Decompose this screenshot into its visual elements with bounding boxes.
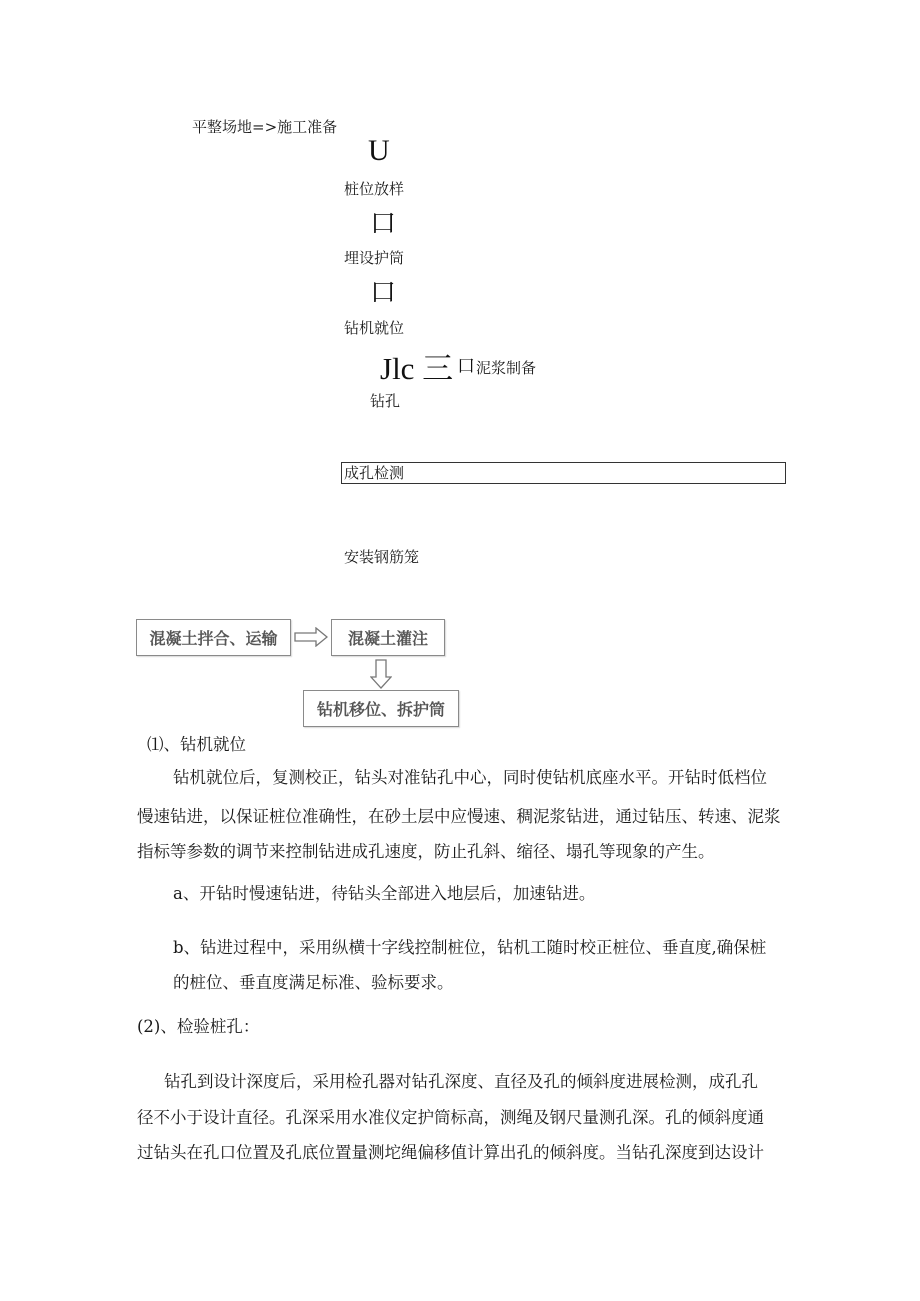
flow-step-casing: 埋设护筒 bbox=[344, 249, 405, 267]
flow-garbled-text: Jlc 三 bbox=[380, 351, 454, 386]
list-item-a: a、开钻时慢速钻进，待钻头全部进入地层后，加速钻进。 bbox=[173, 884, 596, 903]
list-item-b-continued: 的桩位、垂直度满足标准、验标要求。 bbox=[173, 973, 454, 992]
arrow-box-icon: 口 bbox=[370, 209, 397, 238]
flow-box-rig-removal: 钻机移位、拆护筒 bbox=[303, 690, 459, 727]
paragraph-line: 钻孔到设计深度后，采用检孔器对钻孔深度、直径及孔的倾斜度进展检测，成孔孔 bbox=[164, 1072, 758, 1091]
flow-step-site-prep: 平整场地=>施工准备 bbox=[192, 118, 338, 136]
section-heading: ⑴、钻机就位 bbox=[147, 735, 246, 754]
paragraph-line: 过钻头在孔口位置及孔底位置量测坨绳偏移值计算出孔的倾斜度。当钻孔深度到达设计 bbox=[137, 1143, 764, 1162]
flow-step-hole-inspection: 成孔检测 bbox=[341, 462, 786, 484]
flow-step-mud-prep: 泥浆制备 bbox=[476, 359, 537, 377]
flow-box-concrete-mixing: 混凝土拌合、运输 bbox=[136, 619, 291, 656]
flow-step-rig-position: 钻机就位 bbox=[344, 319, 405, 337]
paragraph-line: 指标等参数的调节来控制钻进成孔速度，防止孔斜、缩径、塌孔等现象的产生。 bbox=[137, 842, 715, 861]
paragraph-line: 径不小于设计直径。孔深采用水准仪定护筒标高，测绳及钢尺量测孔深。孔的倾斜度通 bbox=[137, 1108, 764, 1127]
arrow-down-icon: U bbox=[368, 134, 390, 167]
arrow-down-icon bbox=[370, 659, 392, 689]
paragraph-line: 钻机就位后，复测校正，钻头对准钻孔中心，同时使钻机底座水平。开钻时低档位 bbox=[173, 768, 767, 787]
arrow-right-icon bbox=[294, 627, 328, 647]
flow-step-pile-layout: 桩位放样 bbox=[344, 180, 405, 198]
list-item-b: b、钻进过程中，采用纵横十字线控制桩位，钻机工随时校正桩位、垂直度,确保桩 bbox=[173, 938, 767, 957]
flow-step-drilling: 钻孔 bbox=[370, 392, 401, 410]
paragraph-line: 慢速钻进，以保证桩位准确性，在砂土层中应慢速、稠泥浆钻进，通过钻压、转速、泥浆 bbox=[137, 807, 781, 826]
arrow-box-icon: 口 bbox=[370, 278, 397, 307]
arrow-box-icon: 口 bbox=[457, 356, 475, 376]
flow-box-concrete-pouring: 混凝土灌注 bbox=[331, 619, 445, 656]
section-heading: (2)、检验桩孔： bbox=[137, 1017, 260, 1036]
flow-step-rebar-cage: 安装钢筋笼 bbox=[344, 548, 420, 566]
